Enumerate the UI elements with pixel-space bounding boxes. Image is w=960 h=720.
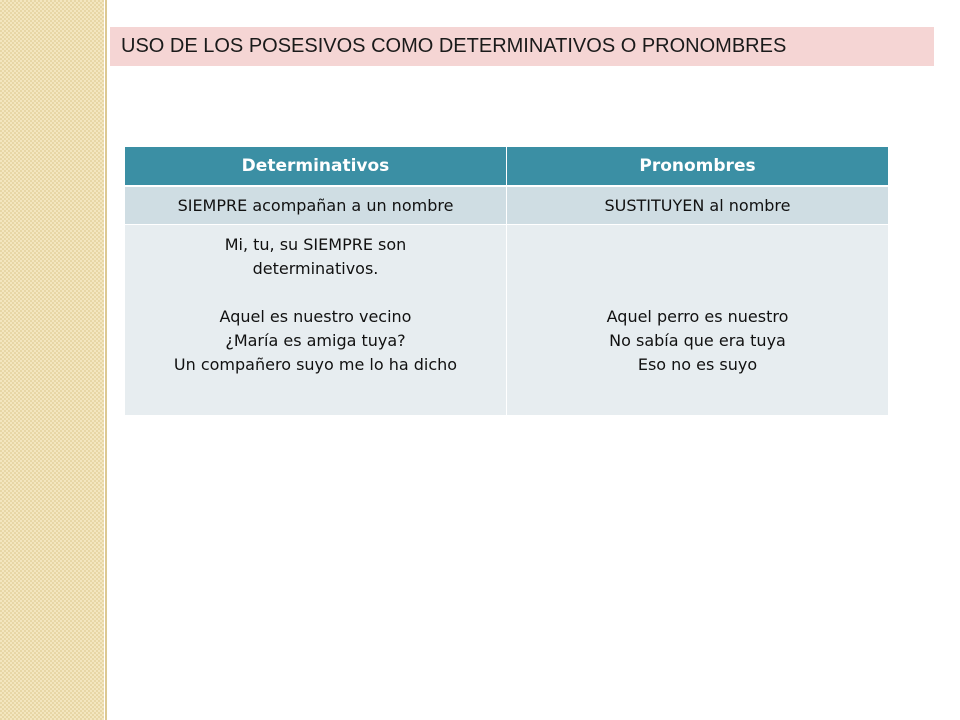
- cell-determinativos-rule: SIEMPRE acompañan a un nombre: [125, 186, 507, 225]
- pronombres-example: No sabía que era tuya: [609, 331, 786, 350]
- slide-title: USO DE LOS POSESIVOS COMO DETERMINATIVOS O PRONOMBRES: [110, 27, 934, 66]
- pronombres-example: Aquel perro es nuestro: [606, 307, 789, 326]
- decorative-side-band: [0, 0, 104, 720]
- cell-determinativos-examples: [125, 225, 507, 416]
- side-divider-line: [105, 0, 107, 720]
- pronombres-example: Eso no es suyo: [637, 355, 758, 374]
- spacer: [131, 281, 500, 305]
- determinativos-note-line2: determinativos.: [252, 259, 379, 278]
- cell-pronombres-rule: SUSTITUYEN al nombre: [507, 186, 889, 225]
- determinativos-example: Un compañero suyo me lo ha dicho: [173, 355, 458, 374]
- determinativos-example: Aquel es nuestro vecino: [219, 307, 412, 326]
- spacer: [513, 233, 882, 305]
- table-row: [125, 186, 888, 225]
- cell-pronombres-examples: [507, 225, 889, 416]
- header-determinativos: Determinativos: [125, 147, 507, 186]
- determinativos-note-line1: Mi, tu, su SIEMPRE son: [224, 235, 407, 254]
- possessives-table: [125, 147, 888, 415]
- table-row: [125, 225, 888, 416]
- table-header-row: [125, 147, 888, 186]
- header-pronombres: Pronombres: [507, 147, 889, 186]
- determinativos-example: ¿María es amiga tuya?: [225, 331, 406, 350]
